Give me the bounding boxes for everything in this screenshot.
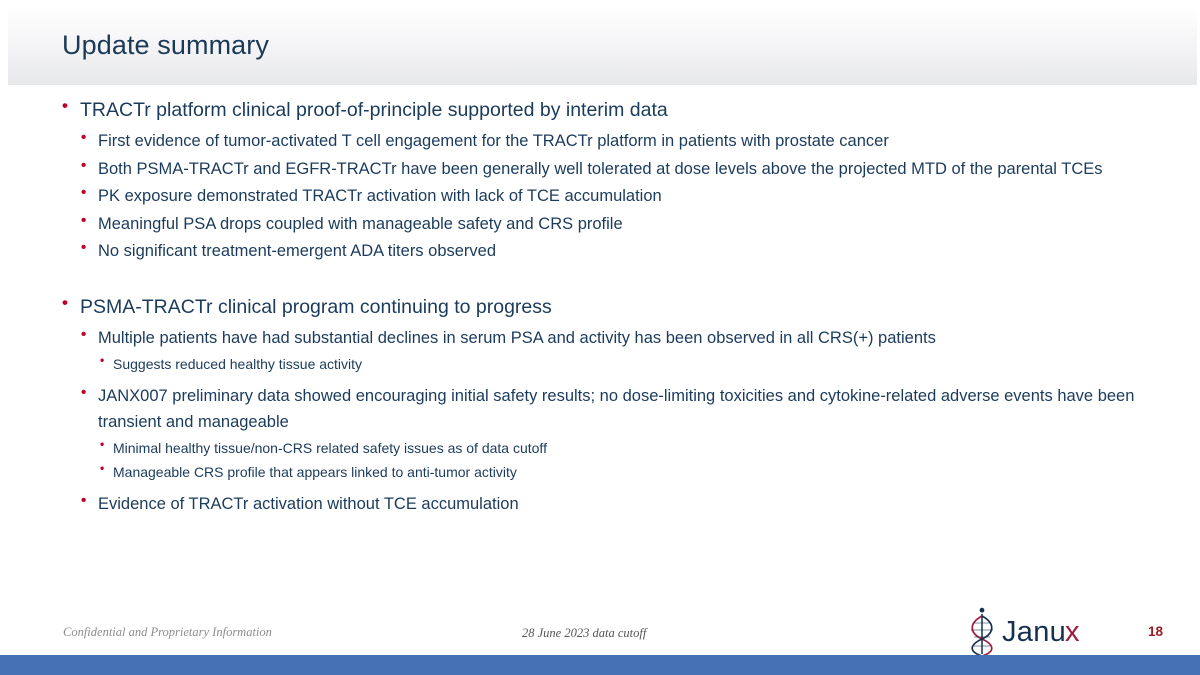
footer-data-cutoff: 28 June 2023 data cutoff — [522, 626, 647, 640]
bottom-accent-bar — [0, 655, 1200, 675]
svg-text:Janu: Janu — [1002, 616, 1067, 648]
bullet-text: Evidence of TRACTr activation without TCE accumulation — [98, 495, 519, 513]
bullet-text: Both PSMA-TRACTr and EGFR-TRACTr have been generally well tolerated at dose levels above the projected MTD of the parental TCEs — [98, 159, 1103, 178]
bullet-item-level-1 — [0, 293, 1200, 322]
bullet-dot-icon: • — [62, 96, 68, 115]
svg-text:x: x — [1065, 616, 1080, 648]
bullet-item-level-3 — [0, 437, 1200, 460]
footer-confidential-notice: Confidential and Proprietary Information — [63, 625, 272, 639]
bullet-dot-icon: • — [81, 239, 87, 256]
bullet-text: JANX007 preliminary data showed encouraging initial safety results; no dose-limiting toxicities and cytokine-related adverse events have been transient and manageable — [98, 387, 1135, 431]
bullet-dot-icon: • — [81, 492, 87, 509]
bullet-item-level-2 — [0, 492, 1200, 518]
bullet-item-level-2 — [0, 239, 1200, 265]
bullet-dot-icon: • — [81, 211, 87, 229]
bullet-item-level-2 — [0, 384, 1200, 435]
bullet-text: Meaningful PSA drops coupled with manageable safety and CRS profile — [98, 214, 623, 233]
bullet-text: PK exposure demonstrated TRACTr activation with lack of TCE accumulation — [98, 187, 662, 205]
bullet-text: Manageable CRS profile that appears linked to anti-tumor activity — [113, 464, 517, 480]
bullet-item-level-2 — [0, 129, 1200, 155]
bullet-text: PSMA-TRACTr clinical program continuing to progress — [80, 295, 552, 318]
bullet-item-level-2 — [0, 326, 1200, 352]
bullet-text: First evidence of tumor-activated T cell engagement for the TRACTr platform in patients with prostate cancer — [98, 132, 889, 150]
bullet-dot-icon: • — [81, 384, 87, 401]
bullet-item-level-2 — [0, 157, 1200, 183]
bullet-dot-icon: • — [81, 184, 87, 201]
bullet-spacer — [0, 485, 1200, 492]
janux-logo-svg — [962, 606, 1097, 658]
bullet-dot-icon: • — [81, 325, 87, 343]
bullet-text: Suggests reduced healthy tissue activity — [113, 356, 363, 372]
bullet-item-level-3 — [0, 353, 1200, 376]
page-title: Update summary — [62, 30, 269, 60]
bullet-dot-icon: • — [62, 292, 68, 312]
bullet-dot-icon: • — [100, 461, 105, 475]
bullet-dot-icon: • — [81, 156, 87, 174]
bullet-text: Minimal healthy tissue/non-CRS related safety issues as of data cutoff — [113, 440, 547, 456]
bullet-text: TRACTr platform clinical proof-of-principle supported by interim data — [80, 99, 668, 121]
bullet-item-level-2 — [0, 212, 1200, 238]
janux-logo — [962, 606, 1097, 658]
bullet-spacer — [0, 377, 1200, 384]
bullet-text: Multiple patients have had substantial declines in serum PSA and activity has been observed in all CRS(+) patients — [98, 328, 936, 347]
slide-body — [0, 96, 1200, 520]
bullet-item-level-2 — [0, 184, 1200, 210]
bullet-item-level-3 — [0, 461, 1200, 484]
bullet-text: No significant treatment-emergent ADA titers observed — [98, 242, 497, 260]
dna-helix-icon — [971, 608, 993, 656]
bullet-dot-icon: • — [100, 437, 105, 451]
bullet-dot-icon: • — [100, 353, 105, 367]
left-edge-margin — [0, 0, 8, 655]
bullet-group-spacer — [0, 267, 1200, 293]
janux-wordmark — [1002, 616, 1080, 648]
page-number: 18 — [1148, 624, 1164, 639]
bullet-dot-icon: • — [81, 129, 87, 146]
bullet-item-level-1 — [0, 96, 1200, 125]
